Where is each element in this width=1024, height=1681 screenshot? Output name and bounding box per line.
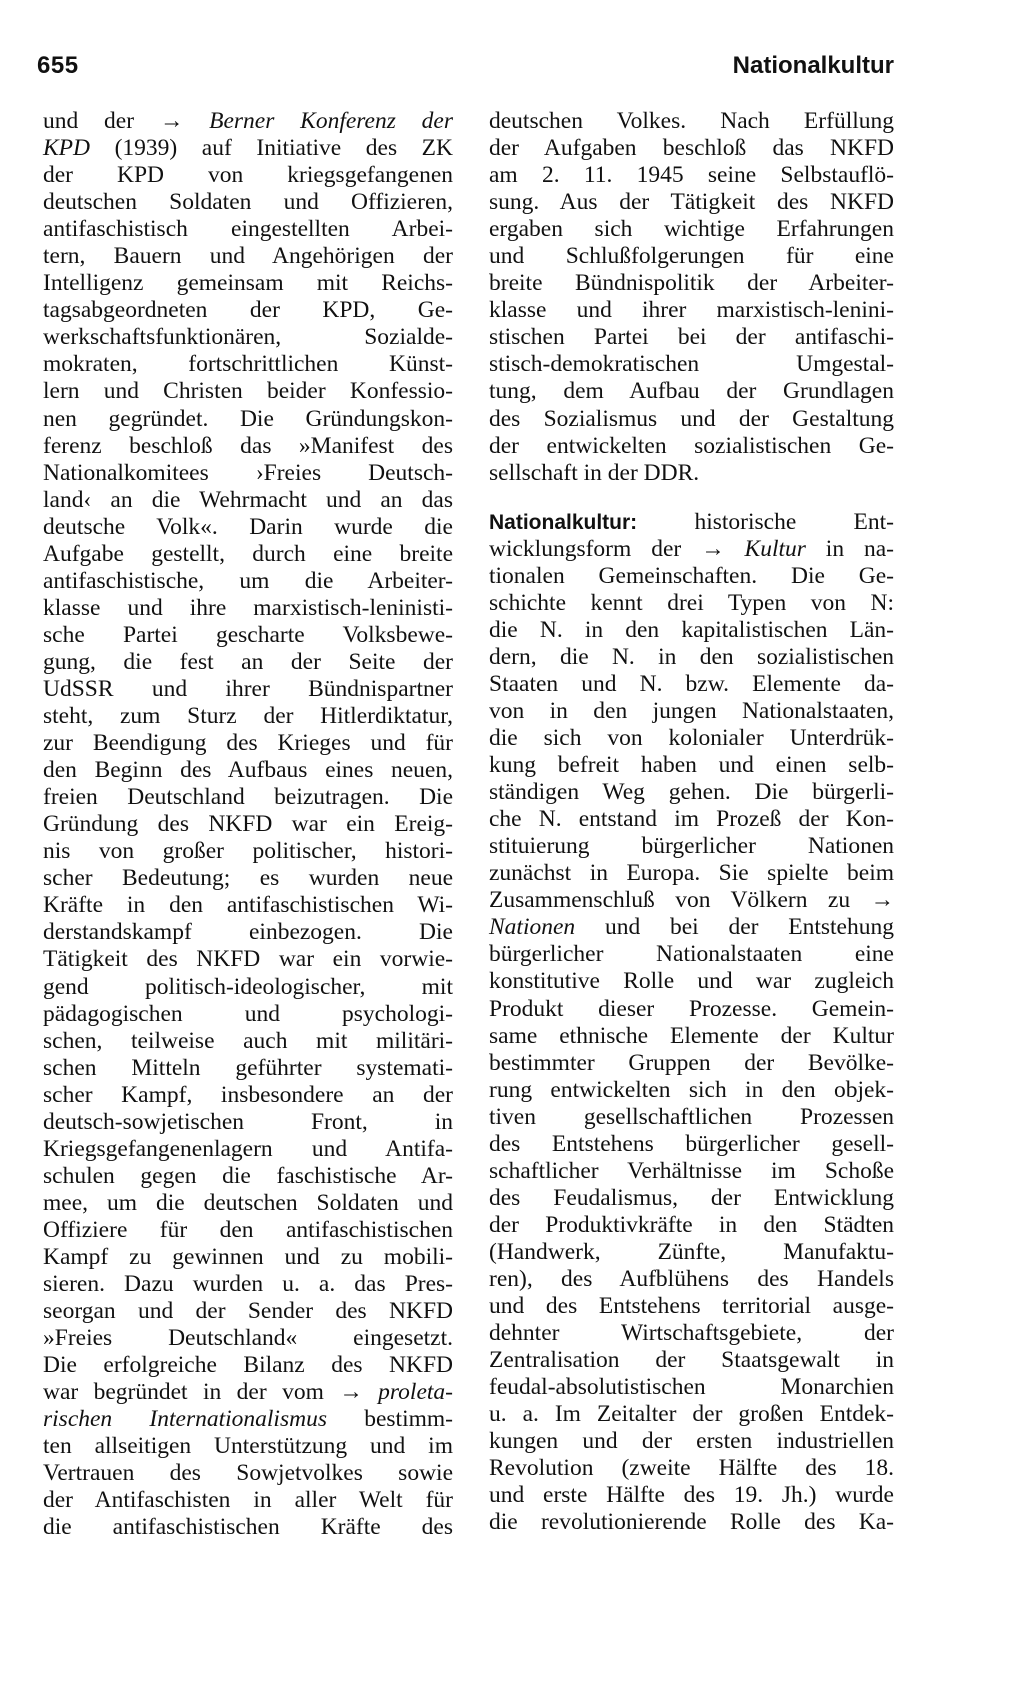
text-segment: zunächst in Europa. Sie spielte beim xyxy=(489,860,894,887)
text-line xyxy=(489,1185,894,1212)
text-segment: deutschen Soldaten und Offizieren, xyxy=(43,189,453,216)
text-line xyxy=(43,1352,453,1379)
text-line xyxy=(489,108,894,135)
text-line xyxy=(489,698,894,725)
text-line xyxy=(43,270,453,297)
text-segment: ergaben sich wichtige Erfahrungen xyxy=(489,216,894,243)
cross-reference: Berner Konferenz der xyxy=(209,108,453,134)
text-line xyxy=(43,433,453,460)
text-line xyxy=(489,1401,894,1428)
text-segment: Revolution (zweite Hälfte des 18. xyxy=(489,1455,894,1482)
text-segment: tagsabgeordneten der KPD, Ge- xyxy=(43,297,453,324)
text-segment: kung befreit haben und einen selb- xyxy=(489,752,894,779)
text-line xyxy=(489,644,894,671)
text-segment: ferenz beschloß das »Manifest des xyxy=(43,432,453,459)
text-segment: scher Kampf, insbesondere an der xyxy=(43,1081,453,1108)
text-segment: che N. entstand im Prozeß der Kon- xyxy=(489,806,894,833)
text-line xyxy=(43,838,453,865)
text-line xyxy=(43,487,453,514)
text-line xyxy=(43,351,453,378)
text-line xyxy=(489,1509,894,1536)
text-segment: von in den jungen Nationalstaaten, xyxy=(489,697,894,724)
text-line xyxy=(489,509,894,536)
text-segment: antifaschistische, um die Arbeiter- xyxy=(43,567,453,594)
paragraph-gap xyxy=(489,487,894,509)
text-line xyxy=(43,216,453,243)
text-segment: werkschaftsfunktionären, Sozialde- xyxy=(43,324,453,351)
text-line xyxy=(489,460,894,487)
text-line xyxy=(43,568,453,595)
text-line xyxy=(489,1455,894,1482)
text-line xyxy=(43,1028,453,1055)
text-line xyxy=(489,243,894,270)
text-segment: die revolutionierende Rolle des Ka- xyxy=(489,1509,894,1536)
text-segment: war begründet in der vom → xyxy=(43,1379,379,1406)
cross-reference: Nationen xyxy=(489,914,576,941)
text-line xyxy=(43,676,453,703)
text-segment: »Freies Deutschland« eingesetzt. xyxy=(43,1325,453,1352)
text-line xyxy=(489,563,894,590)
text-segment: bestimm- xyxy=(326,1406,453,1433)
cross-reference: Kultur xyxy=(744,535,806,562)
text-line xyxy=(489,378,894,405)
text-line xyxy=(43,1001,453,1028)
page-number: 655 xyxy=(37,52,79,79)
text-segment: des Entstehens bürgerlicher gesell- xyxy=(489,1130,894,1157)
text-segment: freien Deutschland beizutragen. Die xyxy=(43,784,453,811)
text-segment: bestimmter Gruppen der Bevölke- xyxy=(489,1049,894,1076)
text-line xyxy=(489,162,894,189)
text-segment: Kampf zu gewinnen und zu mobili- xyxy=(43,1243,453,1270)
text-line xyxy=(489,590,894,617)
text-segment: same ethnische Elemente der Kultur xyxy=(489,1022,894,1049)
text-line xyxy=(489,406,894,433)
text-line xyxy=(43,730,453,757)
cross-reference: proleta- xyxy=(378,1379,453,1406)
text-line xyxy=(43,1406,453,1433)
text-segment: feudal-absolutistischen Monarchien xyxy=(489,1374,894,1401)
text-segment: nen gegründet. Die Gründungskon- xyxy=(43,405,453,432)
text-line xyxy=(43,297,453,324)
text-segment: rung entwickelten sich in den objek- xyxy=(489,1076,894,1103)
text-segment: der Produktivkräfte in den Städten xyxy=(489,1211,894,1238)
text-segment: ständigen Weg gehen. Die bürgerli- xyxy=(489,779,894,806)
text-line xyxy=(489,806,894,833)
text-segment: Vertrauen des Sowjetvolkes sowie xyxy=(43,1460,453,1487)
text-segment: schen, teilweise auch mit militäri- xyxy=(43,1027,453,1054)
text-segment: tung, dem Aufbau der Grundlagen xyxy=(489,378,894,405)
text-segment: Die erfolgreiche Bilanz des NKFD xyxy=(43,1352,453,1379)
text-line xyxy=(489,324,894,351)
text-line xyxy=(43,892,453,919)
text-segment: stischen Partei bei der antifaschi- xyxy=(489,324,894,351)
text-segment: ren), des Aufblühens des Handels xyxy=(489,1265,894,1292)
text-segment: Kriegsgefangenenlagern und Antifa- xyxy=(43,1135,453,1162)
text-segment: Zentralisation der Staatsgewalt in xyxy=(489,1347,894,1374)
text-segment: der Antifaschisten in aller Welt für xyxy=(43,1487,453,1514)
text-segment: u. a. Im Zeitalter der großen Entdek- xyxy=(489,1401,894,1428)
text-line xyxy=(489,135,894,162)
text-line xyxy=(489,1266,894,1293)
text-line xyxy=(43,865,453,892)
text-segment: des Feudalismus, der Entwicklung xyxy=(489,1184,894,1211)
text-segment: der entwickelten sozialistischen Ge- xyxy=(489,432,894,459)
text-segment: ten allseitigen Unterstützung und im xyxy=(43,1433,453,1460)
text-line xyxy=(489,860,894,887)
text-segment: in na- xyxy=(805,535,894,562)
text-line xyxy=(489,779,894,806)
text-segment: am 2. 11. 1945 seine Selbstauflö- xyxy=(489,162,894,189)
text-segment: tern, Bauern und Angehörigen der xyxy=(43,243,453,270)
text-line xyxy=(489,270,894,297)
text-line xyxy=(43,406,453,433)
text-segment: scher Bedeutung; es wurden neue xyxy=(43,865,453,892)
text-line xyxy=(43,135,453,162)
text-segment: klasse und ihrer marxistisch-lenini- xyxy=(489,297,894,324)
text-segment: UdSSR und ihrer Bündnispartner xyxy=(43,675,453,702)
text-line xyxy=(489,433,894,460)
text-line xyxy=(489,887,894,914)
text-segment: schen Mitteln geführter systemati- xyxy=(43,1054,453,1081)
cross-reference: KPD xyxy=(43,135,90,162)
text-line xyxy=(43,1433,453,1460)
text-segment: schaftlicher Verhältnisse im Schoße xyxy=(489,1157,894,1184)
text-segment: antifaschistisch eingestellten Arbei- xyxy=(43,216,453,243)
text-segment: wicklungsform der → xyxy=(489,535,745,562)
text-line xyxy=(43,1244,453,1271)
text-line xyxy=(43,378,453,405)
text-segment: (1939) auf Initiative des ZK xyxy=(90,135,453,162)
text-line xyxy=(43,1055,453,1082)
text-line xyxy=(489,536,894,563)
text-segment: der Aufgaben beschloß das NKFD xyxy=(489,135,894,162)
text-line xyxy=(489,1104,894,1131)
text-segment: Gründung des NKFD war ein Ereig- xyxy=(43,811,453,838)
text-segment: Kräfte in den antifaschistischen Wi- xyxy=(43,892,453,919)
text-segment: stisch-demokratischen Umgestal- xyxy=(489,351,894,378)
text-segment: der KPD von kriegsgefangenen xyxy=(43,162,453,189)
text-segment: des Sozialismus und der Gestaltung xyxy=(489,405,894,432)
text-segment: konstitutive Rolle und war zugleich xyxy=(489,968,894,995)
text-line xyxy=(43,1379,453,1406)
text-line xyxy=(43,784,453,811)
text-line xyxy=(43,757,453,784)
text-line xyxy=(43,243,453,270)
text-segment: und Schlußfolgerungen für eine xyxy=(489,243,894,270)
text-line xyxy=(43,1136,453,1163)
text-segment: deutsch-sowjetischen Front, in xyxy=(43,1108,453,1135)
text-segment: schichte kennt drei Typen von N: xyxy=(489,589,894,616)
text-line xyxy=(489,1320,894,1347)
right-column xyxy=(489,108,894,1536)
text-line xyxy=(43,324,453,351)
text-line xyxy=(43,974,453,1001)
text-segment: zur Beendigung des Krieges und für xyxy=(43,730,453,757)
text-line xyxy=(43,460,453,487)
text-segment: dern, die N. in den sozialistischen xyxy=(489,643,894,670)
text-line xyxy=(43,703,453,730)
text-segment: und erste Hälfte des 19. Jh.) wurde xyxy=(489,1482,894,1509)
text-line xyxy=(43,1271,453,1298)
text-segment: pädagogischen und psychologi- xyxy=(43,1000,453,1027)
text-line xyxy=(489,1212,894,1239)
text-line xyxy=(43,1298,453,1325)
text-line xyxy=(489,914,894,941)
text-segment: deutsche Volk«. Darin wurde die xyxy=(43,513,453,540)
text-line xyxy=(43,919,453,946)
running-head: Nationalkultur xyxy=(732,52,894,79)
text-line xyxy=(489,351,894,378)
cross-reference: rischen Internationalismus xyxy=(43,1406,327,1433)
text-segment: nis von großer politischer, histori- xyxy=(43,838,453,865)
text-segment: mokraten, fortschrittlichen Künst- xyxy=(43,351,453,378)
text-segment: sung. Aus der Tätigkeit des NKFD xyxy=(489,189,894,216)
text-line xyxy=(489,1347,894,1374)
text-segment: kungen und der ersten industriellen xyxy=(489,1428,894,1455)
text-segment: mee, um die deutschen Soldaten und xyxy=(43,1189,453,1216)
text-line xyxy=(489,1023,894,1050)
text-line xyxy=(489,1293,894,1320)
text-line xyxy=(489,1482,894,1509)
text-line xyxy=(43,1217,453,1244)
text-line xyxy=(489,1077,894,1104)
text-line xyxy=(489,941,894,968)
text-line xyxy=(489,671,894,698)
text-segment: Zusammenschluß von Völkern zu → xyxy=(489,887,894,914)
text-segment: (Handwerk, Zünfte, Manufaktu- xyxy=(489,1238,894,1265)
text-line xyxy=(489,996,894,1023)
text-line xyxy=(43,108,453,135)
text-segment: dehnter Wirtschaftsgebiete, der xyxy=(489,1320,894,1347)
text-line xyxy=(43,189,453,216)
text-segment: klasse und ihre marxistisch-leninisti- xyxy=(43,594,453,621)
text-segment: und der → xyxy=(43,108,210,134)
text-segment: sche Partei gescharte Volksbewe- xyxy=(43,621,453,648)
text-line xyxy=(489,297,894,324)
text-line xyxy=(489,1050,894,1077)
text-line xyxy=(43,1190,453,1217)
text-segment: historische Ent- xyxy=(637,508,894,535)
text-line xyxy=(43,1487,453,1514)
text-line xyxy=(43,162,453,189)
text-line xyxy=(489,725,894,752)
text-line xyxy=(43,1163,453,1190)
text-line xyxy=(43,1109,453,1136)
text-segment: gend politisch-ideologischer, mit xyxy=(43,973,453,1000)
text-segment: tionalen Gemeinschaften. Die Ge- xyxy=(489,562,894,589)
text-segment: breite Bündnispolitik der Arbeiter- xyxy=(489,270,894,297)
text-line xyxy=(43,1325,453,1352)
text-line xyxy=(43,541,453,568)
text-segment: lern und Christen beider Konfessio- xyxy=(43,378,453,405)
text-segment: derstandskampf einbezogen. Die xyxy=(43,919,453,946)
left-column xyxy=(43,108,453,1541)
text-line xyxy=(489,617,894,644)
text-line xyxy=(489,833,894,860)
text-line xyxy=(43,1082,453,1109)
text-segment: und des Entstehens territorial ausge- xyxy=(489,1293,894,1320)
text-segment: die N. in den kapitalistischen Län- xyxy=(489,616,894,643)
text-line xyxy=(489,1239,894,1266)
text-segment: deutschen Volkes. Nach Erfüllung xyxy=(489,108,894,134)
text-line xyxy=(43,595,453,622)
text-segment: die sich von kolonialer Unterdrük- xyxy=(489,725,894,752)
text-line xyxy=(43,649,453,676)
text-line xyxy=(489,1131,894,1158)
text-line xyxy=(489,189,894,216)
text-line xyxy=(489,968,894,995)
text-segment: sieren. Dazu wurden u. a. das Pres- xyxy=(43,1271,453,1298)
text-segment: Offiziere für den antifaschistischen xyxy=(43,1216,453,1243)
text-line xyxy=(489,752,894,779)
entry-headword: Nationalkultur: xyxy=(489,510,638,534)
text-segment: steht, zum Sturz der Hitlerdiktatur, xyxy=(43,703,453,730)
text-line xyxy=(489,1428,894,1455)
text-line xyxy=(43,1460,453,1487)
text-line xyxy=(489,216,894,243)
text-segment: Staaten und N. bzw. Elemente da- xyxy=(489,670,894,697)
text-segment: gung, die fest an der Seite der xyxy=(43,648,453,675)
text-segment: Nationalkomitees ›Freies Deutsch- xyxy=(43,459,453,486)
text-segment: die antifaschistischen Kräfte des xyxy=(43,1514,453,1541)
text-line xyxy=(43,946,453,973)
text-line xyxy=(43,811,453,838)
text-line xyxy=(489,1374,894,1401)
text-segment: und bei der Entstehung xyxy=(575,914,894,941)
text-segment: Tätigkeit des NKFD war ein vorwie- xyxy=(43,946,453,973)
text-segment: land‹ an die Wehrmacht und an das xyxy=(43,486,453,513)
text-segment: Aufgabe gestellt, durch eine breite xyxy=(43,540,453,567)
text-line xyxy=(43,514,453,541)
text-line xyxy=(43,1514,453,1541)
text-segment: tiven gesellschaftlichen Prozessen xyxy=(489,1103,894,1130)
text-segment: seorgan und der Sender des NKFD xyxy=(43,1298,453,1325)
text-segment: bürgerlicher Nationalstaaten eine xyxy=(489,941,894,968)
text-line xyxy=(489,1158,894,1185)
text-line xyxy=(43,622,453,649)
text-segment: schulen gegen die faschistische Ar- xyxy=(43,1162,453,1189)
text-segment: den Beginn des Aufbaus eines neuen, xyxy=(43,757,453,784)
text-segment: Intelligenz gemeinsam mit Reichs- xyxy=(43,270,453,297)
text-segment: Produkt dieser Prozesse. Gemein- xyxy=(489,995,894,1022)
text-segment: sellschaft in der DDR. xyxy=(489,459,700,486)
text-segment: stituierung bürgerlicher Nationen xyxy=(489,833,894,860)
